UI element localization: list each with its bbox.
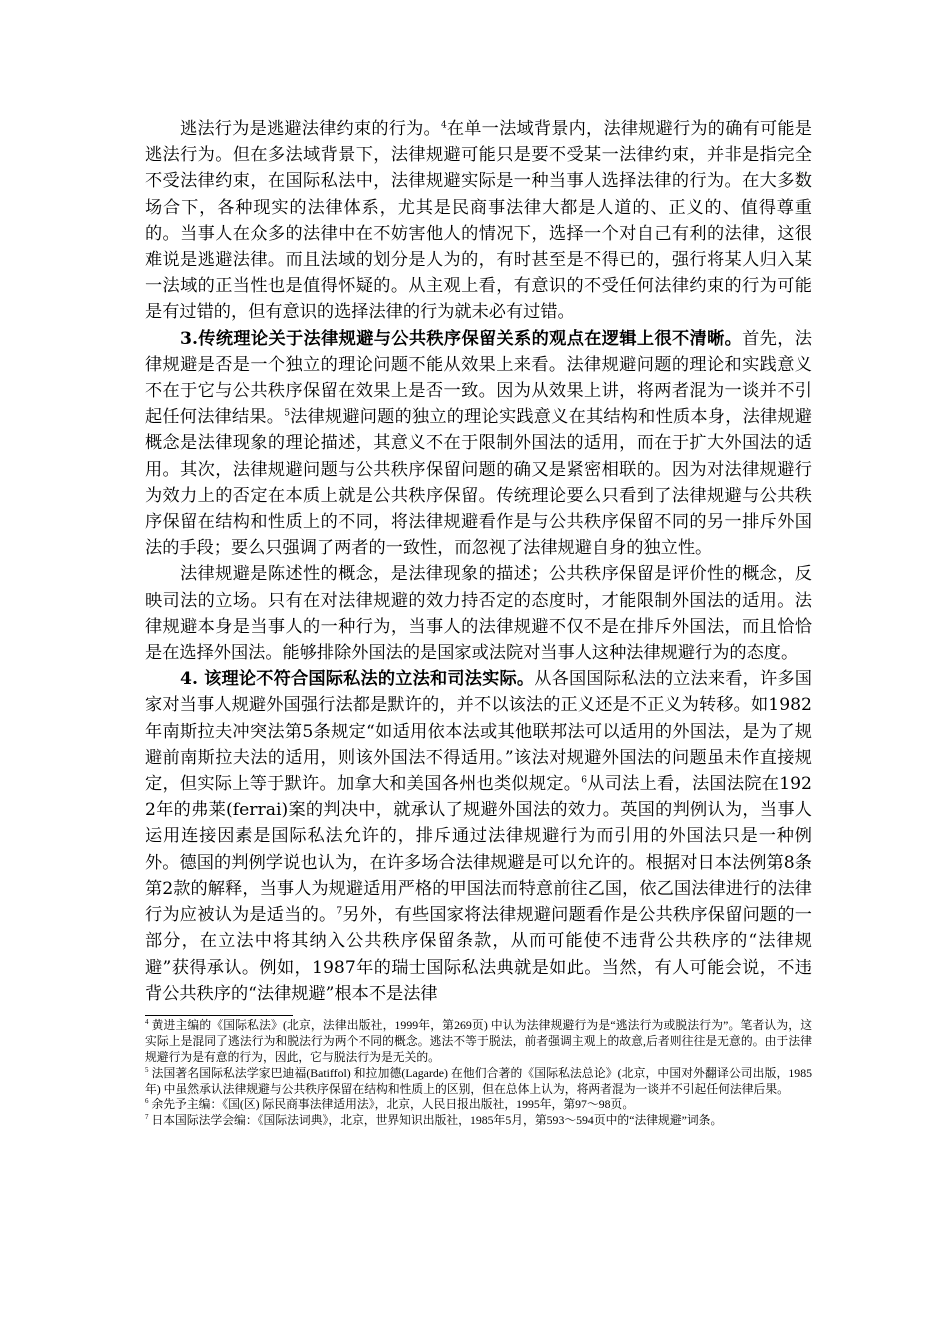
paragraph-point-3 [145, 326, 812, 562]
paragraph-point-4 [145, 666, 812, 1007]
text: 法律规避问题的独立的理论实践意义在其结构和性质本身，法律规避概念是法律现象的理论描述，其意义不在于限制外国法的适用，而在于扩大外国法的适用。其次，法律规避问题与公共秩序保留问题的确又是紧密相联的。因为对法律规避行为效力上的否定在本质上就是公共秩序保留。传统理论要么只看到了法律规避与公共秩序保留在结构和性质上的不同，将法律规避看作是与公共秩序保留不同的另一排斥外国法的手段；要么只强调了两者的一致性，而忽视了法律规避自身的独立性。 [145, 407, 812, 559]
text: 另外，有些国家将法律规避问题看作是公共秩序保留问题的一部分，在立法中将其纳入公共秩序保留条款，从而可能使不违背公共秩序的“法律规避”获得承认。例如，1987年的瑞士国际私法典就是如此。当然，有人可能会说，不违背公共秩序的“法律规避”根本不是法律 [145, 905, 812, 1004]
footnote-number: 4 [145, 1017, 149, 1026]
footnote-number: 7 [145, 1113, 149, 1122]
footnote-4 [145, 1018, 812, 1066]
section-heading-4: 4. 该理论不符合国际私法的立法和司法实际。 [180, 669, 535, 690]
text: 在单一法域背景内，法律规避行为的确有可能是逃法行为。但在多法域背景下，法律规避可能只是要不受某一法律约束，并非是指完全不受法律约束，在国际私法中，法律规避实际是一种当事人选择法律的行为。在大多数场合下，各种现实的法律体系，尤其是民商事法律大都是人道的、正义的、值得尊重的。当事人在众多的法律中在不妨害他人的情况下，选择一个对自己有利的法律，这很难说是逃避法律。而且法域的划分是人为的，有时甚至是不得已的，强行将某人归入某一法域的正当性也是值得怀疑的。从主观上看，有意识的不受任何法律约束的行为可能是有过错的，但有意识的选择法律的行为就未必有过错。 [145, 119, 812, 323]
footnote-7 [145, 1113, 812, 1129]
document-page [145, 116, 812, 1129]
footnote-ref-6[interactable]: 6 [581, 775, 587, 786]
footnote-ref-4[interactable]: 4 [440, 120, 447, 131]
footnote-5 [145, 1066, 812, 1098]
footnote-ref-5[interactable]: 5 [284, 408, 290, 419]
text: 首先，法律规避是否是一个独立的理论问题不能从效果上来看。法律规避问题的理论和实践意义不在于它与公共秩序保留在效果上是否一致。因为从效果上讲，将两者混为一谈并不引起任何法律结果。 [145, 328, 812, 428]
footnote-6 [145, 1097, 812, 1113]
text: 从司法上看，法国法院在1922年的弗莱(ferrai)案的判决中，就承认了规避外国法的效力。英国的判例认为，当事人运用连接因素是国际私法允许的，排斥通过法律规避行为而引用的外国法只是一种例外。德国的判例学说也认为，在许多场合法律规避是可以允许的。根据对日本法例第8条第2款的解释，当事人为规避适用严格的甲国法而特意前往乙国，依乙国法律进行的法律行为应被认为是适当的。 [145, 774, 812, 926]
paragraph-evasion [145, 116, 812, 326]
text: 逃法行为是逃避法律约束的行为。 [180, 119, 441, 139]
footnote-text: 黄进主编的《国际私法》(北京，法律出版社，1999年，第269页) 中认为法律规避行为是“逃法行为或脱法行为”。笔者认为，这实际上是混同了逃法行为和脱法行为两个不同的概念。逃法不等于脱法，前者强调主观上的故意,后者则往往是无意的。由于法律规避行为是有意的行为，因此，它与脱法行为是无关的。 [145, 1017, 813, 1064]
footnote-ref-7[interactable]: 7 [336, 906, 343, 917]
text: 法律规避是陈述性的概念，是法律现象的描述；公共秩序保留是评价性的概念，反映司法的立场。只有在对法律规避的效力持否定的态度时，才能限制外国法的适用。法律规避本身是当事人的一种行为，当事人的法律规避不仅不是在排斥外国法，而且恰恰是在选择外国法。能够排除外国法的是国家或法院对当事人这种法律规避行为的态度。 [145, 564, 812, 664]
footnote-number: 6 [145, 1097, 149, 1106]
footnote-number: 5 [145, 1065, 149, 1074]
footnote-text: 余先予主编：《国(区) 际民商事法律适用法》，北京，人民日报出版社，1995年，第97～98页。 [151, 1097, 635, 1112]
footnote-separator [145, 1015, 293, 1016]
paragraph-descriptive-concept [145, 561, 812, 666]
text: 从各国国际私法的立法来看，许多国家对当事人规避外国强行法都是默许的，并不以该法的正义还是不正义为转移。如1982年南斯拉夫冲突法第5条规定“如适用依本法或其他联邦法可以适用的外国法，是为了规避前南斯拉夫法的适用，则该外国法不得适用。”该法对规避外国法的问题虽未作直接规定，但实际上等于默许。加拿大和美国各州也类似规定。 [145, 669, 812, 795]
footnote-text: 法国著名国际私法学家巴迪福(Batiffol) 和拉加德(Lagarde) 在他们合著的《国际私法总论》(北京，中国对外翻译公司出版，1985年) 中虽然承认法律规避与公共秩序保留在结构和性质上的区别，但在总体上认为，将两者混为一谈并不引起任何法律后果。 [145, 1065, 812, 1096]
section-heading-3: 3.传统理论关于法律规避与公共秩序保留关系的观点在逻辑上很不清晰。 [180, 328, 743, 349]
footnote-text: 日本国际法学会编：《国际法词典》，北京，世界知识出版社，1985年5月，第593～594页中的“法律规避”词条。 [151, 1113, 723, 1128]
